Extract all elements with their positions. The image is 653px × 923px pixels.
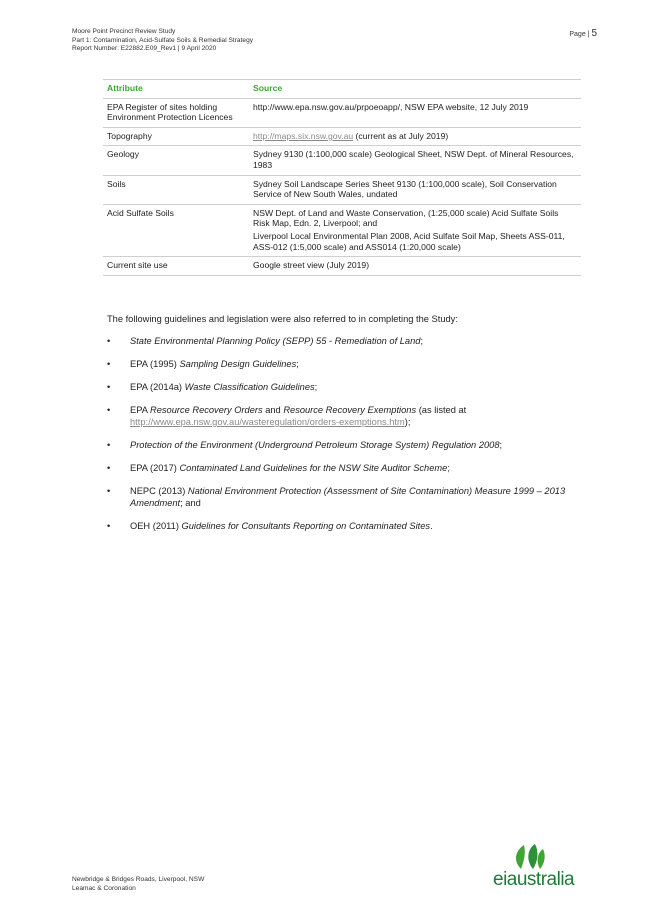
bullet-icon: • <box>107 359 111 369</box>
list-item <box>107 439 577 451</box>
attribute-cell: Topography <box>103 127 249 146</box>
bullet-icon: • <box>107 405 111 415</box>
guideline-text: and <box>262 405 284 415</box>
page-label: Page | <box>569 31 590 38</box>
guideline-tail: ; <box>420 336 424 346</box>
attribute-cell: EPA Register of sites holding Environment Protection Licences <box>103 98 249 127</box>
source-cell <box>249 204 581 256</box>
guideline-tail: ); <box>404 417 411 427</box>
guideline-title: Protection of the Environment (Underground Petroleum Storage System) Regulation 2008 <box>130 440 500 450</box>
running-header <box>72 28 253 54</box>
bullet-icon: • <box>107 440 111 450</box>
topography-link[interactable]: http://maps.six.nsw.gov.au <box>253 130 354 141</box>
guideline-text: (as listed at <box>416 405 467 415</box>
list-item <box>107 520 577 532</box>
running-footer <box>72 876 204 893</box>
attribute-cell: Acid Sulfate Soils <box>103 204 249 256</box>
attribute-cell: Soils <box>103 175 249 204</box>
guideline-author: EPA (1995) <box>130 359 180 369</box>
guideline-title: Guidelines for Consultants Reporting on Contaminated Sites <box>181 521 431 531</box>
guideline-title: Contaminated Land Guidelines for the NSW Site Auditor Scheme <box>179 463 448 473</box>
guideline-tail: ; <box>499 440 503 450</box>
source-cell: Sydney 9130 (1:100,000 scale) Geological Sheet, NSW Dept. of Mineral Resources, 1983 <box>249 146 581 175</box>
list-item <box>107 485 577 509</box>
guideline-title: State Environmental Planning Policy (SEPP) 55 - Remediation of Land <box>130 336 421 346</box>
bullet-icon: • <box>107 521 111 531</box>
source-paragraph: NSW Dept. of Land and Waste Conservation, (1:25,000 scale) Acid Sulfate Soils Risk Map, Edn. 2, Liverpool; and <box>253 207 559 229</box>
list-item <box>107 358 577 370</box>
column-header-attribute: Attribute <box>103 80 249 99</box>
table-row <box>103 257 581 276</box>
guideline-title: Waste Classification Guidelines <box>184 382 315 392</box>
table-row <box>103 127 581 146</box>
guideline-tail: ; <box>296 359 299 369</box>
guideline-author: OEH (2011) <box>130 521 182 531</box>
guideline-title: Resource Recovery Exemptions <box>283 405 417 415</box>
sources-table <box>103 79 581 276</box>
logo-wordmark: eiaustralia <box>493 869 575 890</box>
source-cell: http://www.epa.nsw.gov.au/prpoeoapp/, NSW EPA website, 12 July 2019 <box>249 98 581 127</box>
source-cell: Sydney Soil Landscape Series Sheet 9130 (1:100,000 scale), Soil Conservation Service of New South Wales, undated <box>249 175 581 204</box>
header-part-title: Part 1: Contamination, Acid-Sulfate Soils & Remedial Strategy <box>72 36 254 44</box>
source-paragraph: Liverpool Local Environmental Plan 2008, Acid Sulfate Soil Map, Sheets ASS-011, ASS-012 (1:5,000 scale) and ASS014 (1:20,000 scale) <box>253 230 565 252</box>
table-row <box>103 175 581 204</box>
source-text: (current as at July 2019) <box>353 130 449 141</box>
guidelines-intro: The following guidelines and legislation were also referred to in completing the Study: <box>107 314 458 324</box>
bullet-icon: • <box>107 336 111 346</box>
header-study-title: Moore Point Precinct Review Study <box>72 28 176 35</box>
bullet-icon: • <box>107 463 111 473</box>
bullet-icon: • <box>107 486 111 496</box>
list-item <box>107 335 577 347</box>
guideline-tail: . <box>430 521 433 531</box>
attribute-cell: Geology <box>103 146 249 175</box>
guideline-title: Resource Recovery Orders <box>149 405 263 415</box>
company-logo <box>491 843 601 895</box>
guideline-tail: ; <box>447 463 450 473</box>
footer-client: Leamac & Coronation <box>72 884 136 892</box>
guideline-author: EPA (2014a) <box>130 382 185 392</box>
source-cell: Google street view (July 2019) <box>249 257 581 276</box>
guideline-tail: ; and <box>180 498 201 508</box>
bullet-icon: • <box>107 382 111 392</box>
list-item <box>107 404 577 428</box>
list-item <box>107 381 577 393</box>
footer-address: Newbridge & Bridges Roads, Liverpool, NSW <box>72 876 205 883</box>
header-report-number: Report Number: E22882.E09_Rev1 | 9 April 2020 <box>72 45 217 53</box>
guideline-title: National Environment Protection (Assessment of Site Contamination) Measure 1999 – 2013 Amendment <box>130 486 566 508</box>
guideline-title: Sampling Design Guidelines <box>179 359 297 369</box>
orders-exemptions-link[interactable]: http://www.epa.nsw.gov.au/wasteregulation/orders-exemptions.htm <box>130 417 405 427</box>
page-number <box>569 28 597 39</box>
guideline-author: NEPC (2013) <box>130 486 188 496</box>
table-row <box>103 98 581 127</box>
guideline-author: EPA (2017) <box>130 463 180 473</box>
guideline-tail: ; <box>314 382 318 392</box>
source-cell <box>249 127 581 146</box>
guidelines-list <box>107 335 577 543</box>
attribute-cell: Current site use <box>103 257 249 276</box>
table-row <box>103 204 581 256</box>
table-row <box>103 146 581 175</box>
column-header-source: Source <box>249 80 581 99</box>
guideline-author: EPA <box>130 405 150 415</box>
page-number-value: 5 <box>591 28 597 39</box>
list-item <box>107 462 577 474</box>
table-header-row <box>103 80 581 99</box>
